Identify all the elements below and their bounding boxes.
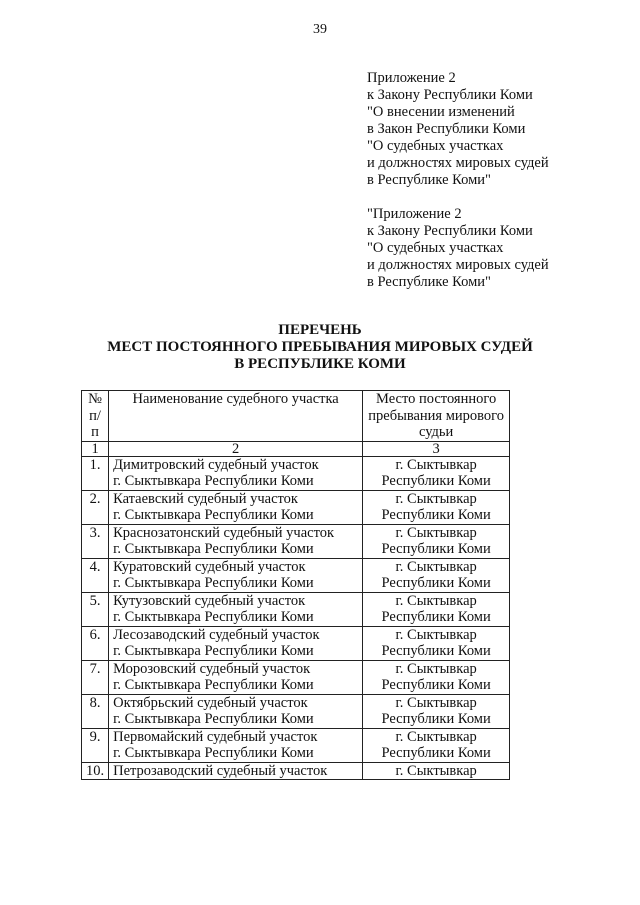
table-row xyxy=(82,490,510,524)
appendix-quoted-line: и должностях мировых судей xyxy=(367,257,549,273)
title-line-2: МЕСТ ПОСТОЯННОГО ПРЕБЫВАНИЯ МИРОВЫХ СУДЕЙ xyxy=(107,339,533,355)
court-name-line: Куратовский судебный участок xyxy=(113,558,306,575)
table-row xyxy=(82,626,510,660)
table-row xyxy=(82,592,510,626)
table-row xyxy=(82,524,510,558)
column-index: 3 xyxy=(363,441,510,456)
court-place-line: Республики Коми xyxy=(381,575,491,591)
court-place-line: г. Сыктывкар xyxy=(395,524,477,541)
row-number: 6. xyxy=(82,626,109,660)
appendix-quoted-line: "О судебных участках xyxy=(367,240,504,256)
appendix-header-line: к Закону Республики Коми xyxy=(367,87,533,103)
row-number: 7. xyxy=(82,660,109,694)
court-name xyxy=(109,456,363,490)
court-name-line: г. Сыктывкара Республики Коми xyxy=(113,507,314,523)
courts-table xyxy=(81,390,510,780)
court-place xyxy=(363,592,510,626)
court-place-line: Республики Коми xyxy=(381,541,491,557)
row-number: 5. xyxy=(82,592,109,626)
column-index: 2 xyxy=(109,441,363,456)
court-place xyxy=(363,728,510,762)
row-number: 10. xyxy=(82,762,109,780)
row-number: 4. xyxy=(82,558,109,592)
title-line-1: ПЕРЕЧЕНЬ xyxy=(278,322,362,338)
court-place-line: Республики Коми xyxy=(381,473,491,489)
court-name-line: г. Сыктывкара Республики Коми xyxy=(113,473,314,489)
court-name xyxy=(109,728,363,762)
court-name xyxy=(109,524,363,558)
title-line-3: В РЕСПУБЛИКЕ КОМИ xyxy=(234,356,406,372)
row-number: 2. xyxy=(82,490,109,524)
column-index: 1 xyxy=(82,441,109,456)
page-number: 39 xyxy=(313,22,327,37)
court-place-line: г. Сыктывкар xyxy=(395,728,477,745)
table-row xyxy=(82,728,510,762)
court-place-line: Республики Коми xyxy=(381,643,491,659)
appendix-header-line: в Республике Коми" xyxy=(367,172,491,188)
court-name xyxy=(109,660,363,694)
court-place-line: Республики Коми xyxy=(381,507,491,523)
court-place-line: г. Сыктывкар xyxy=(395,456,477,473)
court-place-line: г. Сыктывкар xyxy=(395,694,477,711)
appendix-header-line: "О судебных участках xyxy=(367,138,504,154)
court-name-line: Первомайский судебный участок xyxy=(113,728,318,745)
court-name-line: Кутузовский судебный участок xyxy=(113,592,306,609)
court-name-line: г. Сыктывкара Республики Коми xyxy=(113,609,314,625)
row-number: 9. xyxy=(82,728,109,762)
court-place xyxy=(363,694,510,728)
court-place xyxy=(363,660,510,694)
court-place-line: г. Сыктывкар xyxy=(395,626,477,643)
header-place xyxy=(363,391,510,442)
row-number: 3. xyxy=(82,524,109,558)
document-title xyxy=(0,322,640,373)
court-place-line: Республики Коми xyxy=(381,711,491,727)
appendix-header-line: "О внесении изменений xyxy=(367,104,515,120)
table-row xyxy=(82,660,510,694)
appendix-quoted-line: "Приложение 2 xyxy=(367,206,462,222)
court-name-line: г. Сыктывкара Республики Коми xyxy=(113,711,314,727)
court-name-line: г. Сыктывкара Республики Коми xyxy=(113,541,314,557)
court-name-line: г. Сыктывкара Республики Коми xyxy=(113,643,314,659)
court-place-line: г. Сыктывкар xyxy=(395,592,477,609)
row-number: 1. xyxy=(82,456,109,490)
court-name-line: Димитровский судебный участок xyxy=(113,456,319,473)
court-name-line: Морозовский судебный участок xyxy=(113,660,311,677)
appendix-quoted-line: к Закону Республики Коми xyxy=(367,223,533,239)
court-name-line: г. Сыктывкара Республики Коми xyxy=(113,575,314,591)
court-place-line: Республики Коми xyxy=(381,677,491,693)
table-row xyxy=(82,694,510,728)
court-name xyxy=(109,558,363,592)
court-name xyxy=(109,762,363,780)
appendix-header-line: и должностях мировых судей xyxy=(367,155,549,171)
appendix-header-line: в Закон Республики Коми xyxy=(367,121,526,137)
court-place xyxy=(363,456,510,490)
court-name-line: г. Сыктывкара Республики Коми xyxy=(113,677,314,693)
header-number-line-2: п/п xyxy=(89,407,101,440)
court-name xyxy=(109,694,363,728)
table-row xyxy=(82,762,510,780)
appendix-header-line: Приложение 2 xyxy=(367,70,456,86)
court-place-line: г. Сыктывкар xyxy=(395,558,477,575)
header-name: Наименование судебного участка xyxy=(109,391,363,442)
court-place xyxy=(363,762,510,780)
court-name xyxy=(109,592,363,626)
court-name-line: Катаевский судебный участок xyxy=(113,490,298,507)
court-place xyxy=(363,524,510,558)
court-name-line: г. Сыктывкара Республики Коми xyxy=(113,745,314,761)
row-number: 8. xyxy=(82,694,109,728)
court-place-line: Республики Коми xyxy=(381,745,491,761)
appendix-quoted xyxy=(367,206,549,291)
appendix-header xyxy=(367,70,549,189)
table-row xyxy=(82,558,510,592)
table-row xyxy=(82,456,510,490)
court-place-line: г. Сыктывкар xyxy=(395,660,477,677)
court-place-line: г. Сыктывкар xyxy=(395,762,477,779)
column-index-row xyxy=(82,441,510,456)
header-place-line-1: Место постоянного xyxy=(376,391,497,407)
header-number xyxy=(82,391,109,442)
court-place xyxy=(363,626,510,660)
court-place-line: г. Сыктывкар xyxy=(395,490,477,507)
table-header-row xyxy=(82,391,510,442)
appendix-quoted-line: в Республике Коми" xyxy=(367,274,491,290)
court-name-line: Октябрьский судебный участок xyxy=(113,694,308,711)
court-name-line: Краснозатонский судебный участок xyxy=(113,524,335,541)
header-number-line-1: № xyxy=(88,391,102,407)
court-place xyxy=(363,558,510,592)
court-name-line: Петрозаводский судебный участок xyxy=(113,762,328,779)
header-place-line-2: пребывания мирового xyxy=(368,407,504,424)
court-place-line: Республики Коми xyxy=(381,609,491,625)
court-place xyxy=(363,490,510,524)
court-name xyxy=(109,490,363,524)
court-name xyxy=(109,626,363,660)
court-name-line: Лесозаводский судебный участок xyxy=(113,626,320,643)
header-place-line-3: судьи xyxy=(418,424,454,440)
